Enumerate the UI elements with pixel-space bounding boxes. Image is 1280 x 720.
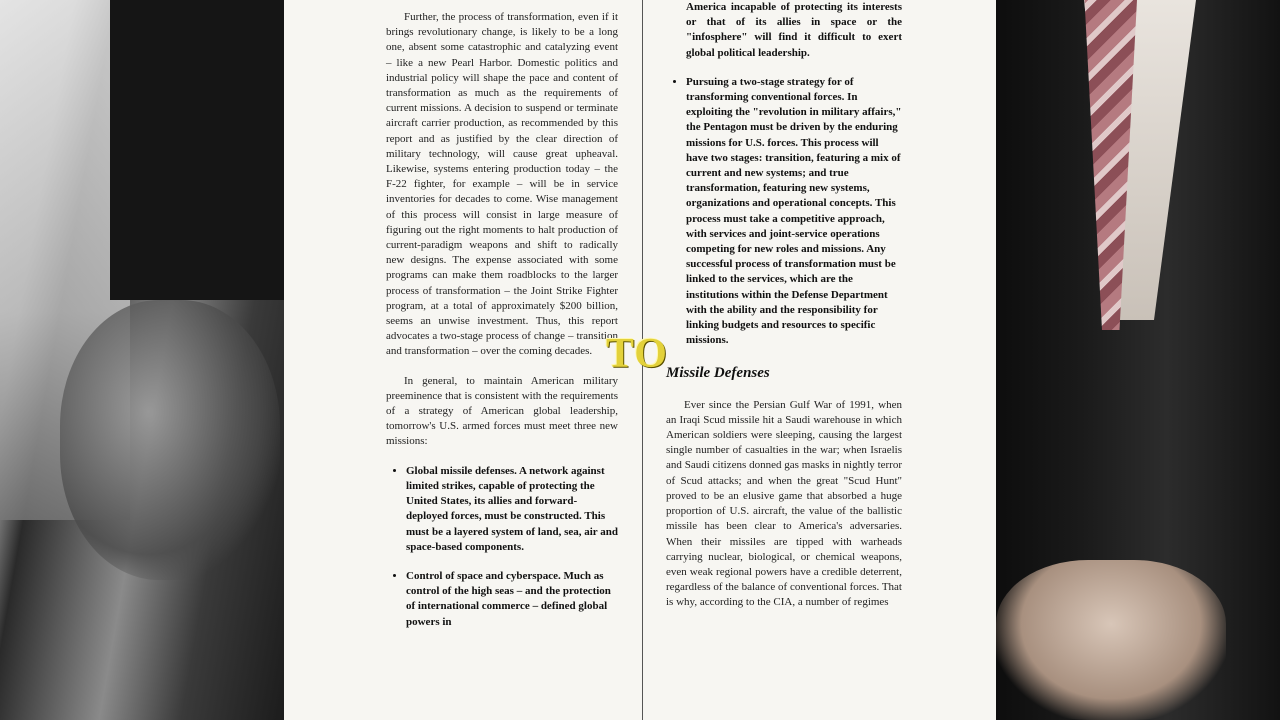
left-column — [386, 10, 618, 644]
list-item: • Global missile defenses. A network against limited strikes, capable of protecting the United States, its allies and forward-deployed forces, must be constructed. This must be a layered system of land, sea, air and space-based components. — [406, 464, 618, 555]
right-column — [666, 0, 902, 625]
list-item: • Control of space and cyberspace. Much as control of the high seas – and the protection of international commerce – defined global powers in — [406, 569, 618, 630]
paragraph: In general, to maintain American military preeminence that is consistent with the requirements of a strategy of American global leadership, tomorrow's U.S. armed forces must meet three new missions: — [386, 374, 618, 448]
right-photo-hands — [996, 560, 1226, 720]
mission-list — [386, 464, 618, 630]
overlay-caption-word: TO — [606, 331, 668, 377]
right-photo — [996, 0, 1280, 720]
section-heading: Missile Defenses — [666, 365, 770, 382]
carryover-text: America incapable of protecting its interests or that of its allies in space or the "infosphere" will find it difficult to exert global political leadership. — [686, 1, 902, 59]
paragraph: Ever since the Persian Gulf War of 1991, when an Iraqi Scud missile hit a Saudi warehouse in which American soldiers were sleeping, causing the largest single number of casualties in the war; when Israelis and Saudi citizens donned gas masks in nightly terror of Scud attacks; and when the great "Scud Hunt" proved to be an elusive game that absorbed a huge proportion of U.S. aircraft, the value of the ballistic missile has been clear to America's adversaries. When their missiles are tipped with warheads carrying nuclear, biological, or chemical weapons, even weak regional powers have a credible deterrent, regardless of the balance of conventional forces. That is why, according to the CIA, a number of regimes — [666, 398, 902, 609]
left-photo-suit — [110, 0, 284, 300]
list-item: • Pursuing a two-stage strategy for of transforming conventional forces. In exploiting the "revolution in military affairs," the Pentagon must be driven by the enduring missions for U.S. forces. This process will have two stages: transition, featuring a mix of current and new systems; and true transformation, featuring new systems, organizations and operational concepts. This process must take a competitive approach, with services and joint-service operations competing for new roles and missions. Any successful process of transformation must be linked to the services, which are the institutions within the Defense Department with the ability and the responsibility for linking budgets and resources to specific missions. — [686, 75, 902, 349]
paragraph: Further, the process of transformation, even if it brings revolutionary change, is likely to be a long one, absent some catastrophic and catalyzing event – like a new Pearl Harbor. Domestic politics and industrial policy will shape the pace and content of transformation as much as the requirements of current missions. A decision to suspend or terminate aircraft carrier production, as recommended by this report and as justified by the clear direction of military technology, will cause great upheaval. Likewise, systems entering production today – the F-22 fighter, for example – will be in service inventories for decades to come. Wise management of this process will consist in large measure of figuring out the right moments to halt production of current-paradigm weapons and shift to radically new designs. The expense associated with some programs can make them roadblocks to the larger process of transformation – the Joint Strike Fighter program, at a total of approximately $200 billion, seems an unwise investment. Thus, this report advocates a two-stage process of change – transition and transformation – over the coming decades. — [386, 11, 618, 358]
left-photo-hand — [60, 300, 280, 580]
mission-list — [666, 75, 902, 349]
left-photo — [0, 0, 284, 720]
